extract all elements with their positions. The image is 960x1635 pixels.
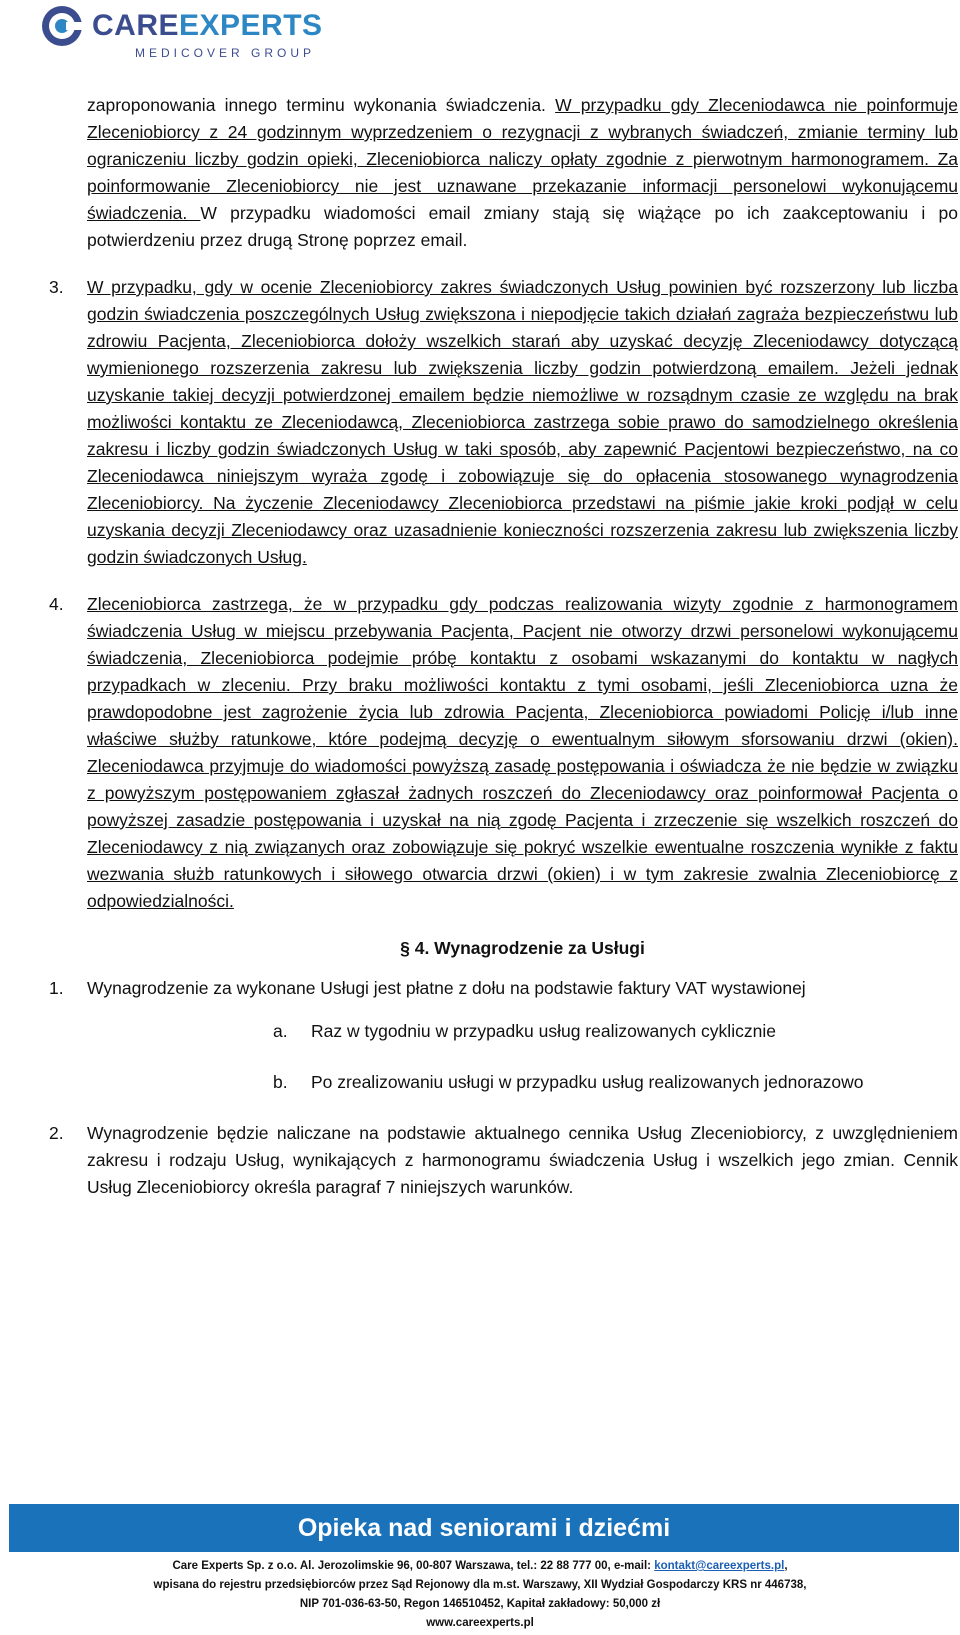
footer-line-2: wpisana do rejestru przedsiębiorców przez Sąd Rejonowy dla m.st. Warszawy, XII Wydział Gospodarczy KRS nr 446738, [153, 1579, 807, 1591]
list-item-text: Wynagrodzenie za wykonane Usługi jest płatne z dołu na podstawie faktury VAT wystawionej [87, 978, 806, 998]
intro-plain-b: W przypadku wiadomości email zmiany stają się wiążące po ich zaakceptowaniu i po potwierdzeniu przez drugą Stronę poprzez email. [87, 203, 958, 250]
intro-paragraph [87, 92, 958, 254]
list-item-text: Wynagrodzenie będzie naliczane na podstawie aktualnego cennika Usług Zleceniobiorcy, z uwzględnieniem zakresu i rodzaju Usług, wynikających z harmonogramu świadczenia Usług i wszelkich jego zmian. Cennik Usług Zleceniobiorcy określa paragraf 7 niniejszych warunków. [87, 1123, 958, 1197]
header-logo [40, 2, 380, 64]
section-item-2 [49, 1120, 958, 1201]
footer-website[interactable]: www.careexperts.pl [426, 1617, 534, 1629]
brand-subtitle: MEDICOVER GROUP [135, 46, 316, 60]
list-item-text: W przypadku, gdy w ocenie Zleceniobiorcy zakres świadczonych Usług powinien być rozszerzony lub liczba godzin świadczenia poszczególnych Usług zwiększona i niepodjęcie takich działań zagraża bezpieczeństwu lub zdrowiu Pacjenta, Zleceniobiorca dołoży wszelkich starań aby uzyskać decyzję Zleceniodawcy dotyczącą wymienionego rozszerzenia zakresu lub zwiększenia liczby godzin potwierdzoną emailem. Jeżeli jednak uzyskanie takiej decyzji potwierdzonej emailem będzie niemożliwe w rozsądnym czasie ze względu na brak możliwości kontaktu ze Zleceniodawcą, Zleceniobiorca zastrzega sobie prawo do samodzielnego określenia zakresu i liczby godzin świadczonych Usług w taki sposób, aby zapewnić Pacjentowi bezpieczeństwo, na co Zleceniodawca niniejszym wyraża zgodę i zobowiązuje się do opłacenia stosowanego wynagrodzenia Zleceniobiorcy. Na życzenie Zleceniodawcy Zleceniobiorca przedstawi na piśmie jakie kroki podjął w celu uzyskania decyzji Zleceniodawcy oraz uzasadnienie konieczności rozszerzenia zakresu lub zwiększenia liczby godzin świadczonych Usług. [87, 277, 958, 567]
section-heading: § 4. Wynagrodzenie za Usługi [400, 938, 645, 958]
section-item-1 [49, 975, 958, 1002]
sub-letter: b. [273, 1072, 288, 1092]
footer-comma: , [784, 1560, 788, 1572]
footer-line-3: NIP 701-036-63-50, Regon 146510452, Kapitał zakładowy: 50,000 zł [299, 1598, 661, 1610]
sub-item-b [273, 1069, 958, 1096]
sub-letter: a. [273, 1021, 288, 1041]
brand-name-part1: CARE [92, 9, 180, 42]
intro-plain: zaproponowania innego terminu wykonania świadczenia. [87, 95, 556, 115]
footer-info [0, 1557, 960, 1633]
care-experts-logo-icon [40, 4, 84, 48]
sub-item-text: Raz w tygodniu w przypadku usług realizowanych cyklicznie [311, 1021, 776, 1041]
footer-line-1 [0, 1557, 960, 1576]
sub-item-text: Po zrealizowaniu usługi w przypadku usług realizowanych jednorazowo [311, 1072, 864, 1092]
list-number: 4. [49, 594, 64, 614]
footer-email-link[interactable]: kontakt@careexperts.pl [654, 1560, 785, 1572]
footer-address: Care Experts Sp. z o.o. Al. Jerozolimskie 96, 00-807 Warszawa, tel.: 22 88 777 00, e-mail: [172, 1560, 655, 1572]
list-item-3 [49, 274, 958, 571]
list-number: 3. [49, 277, 64, 297]
brand-name [92, 10, 323, 42]
brand-name-part2: EXPERTS [179, 9, 323, 42]
intro-underlined: W przypadku gdy Zleceniodawca nie poinformuje Zleceniobiorcy z 24 godzinnym wyprzedzeniem o rezygnacji z wybranych świadczeń, zmianie terminy lub ograniczeniu liczby godzin opieki, Zleceniobiorca naliczy opłaty zgodnie z pierwotnym harmonogramem. Za poinformowanie Zleceniobiorcy nie jest uznawane przekazanie informacji personelowi wykonującemu świadczenia. [87, 95, 958, 223]
list-item-4 [49, 591, 958, 915]
list-item-text: Zleceniobiorca zastrzega, że w przypadku gdy podczas realizowania wizyty zgodnie z harmonogramem świadczenia Usług w miejscu przebywania Pacjenta, Pacjent nie otworzy drzwi personelowi wykonującemu świadczenia, Zleceniobiorca podejmie próbę kontaktu z osobami wskazanymi do kontaktu w nagłych przypadkach w zleceniu. Przy braku możliwości kontaktu z tymi osobami, jeśli Zleceniobiorca uzna że prawdopodobne jest zagrożenie życia lub zdrowia Pacjenta, Zleceniobiorca powiadomi Policję i/lub inne właściwe służby ratunkowe, które podejmą decyzję o ewentualnym siłowym sforsowaniu drzwi (okien). Zleceniodawca przyjmuje do wiadomości powyższą zasadę postępowania i oświadcza że nie będzie w związku z powyższym postępowaniem zgłaszał żadnych roszczeń do Zleceniodawcy oraz poinformował Pacjenta o powyższej zasadzie postępowania i uzyskał na nią zgodę Pacjenta i zrzeczenie się wszelkich roszczeń do Zleceniodawcy z nią związanych oraz zobowiązuje się pokryć wszelkie ewentualne roszczenia wynikłe z faktu wezwania służb ratunkowych i siłowego otwarcia drzwi (okien) i w tym zakresie zwalnia Zleceniobiorcę z odpowiedzialności. [87, 594, 958, 911]
document-body [49, 92, 958, 1201]
footer-banner: Opieka nad seniorami i dziećmi [9, 1504, 959, 1552]
list-number: 1. [49, 978, 64, 998]
list-number: 2. [49, 1123, 64, 1143]
sub-item-a [273, 1018, 958, 1045]
